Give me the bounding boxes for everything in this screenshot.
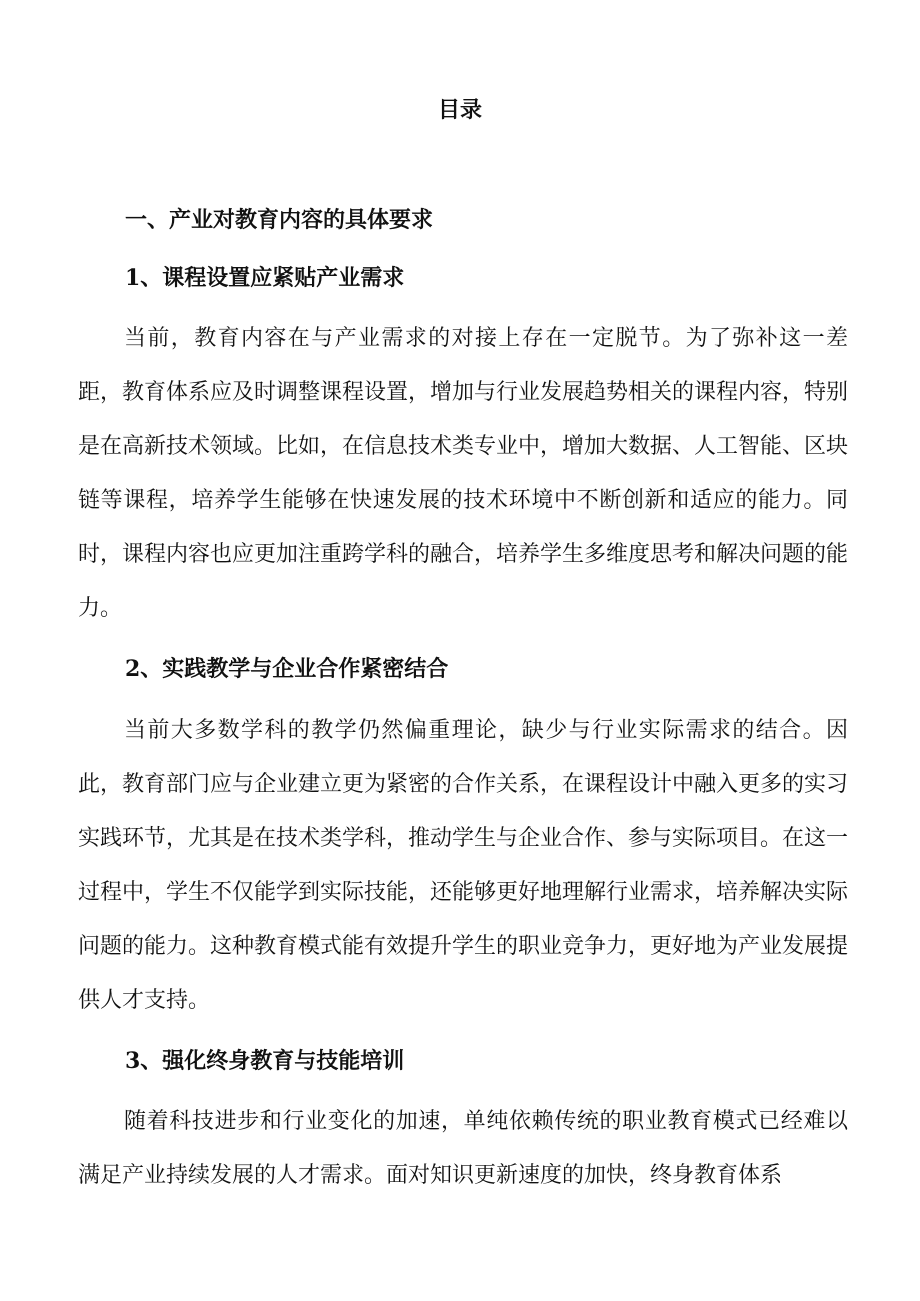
page-title: 目录 — [437, 97, 482, 123]
section-heading: 一、产业对教育内容的具体要求 — [125, 207, 434, 233]
paragraph-1: 当前，教育内容在与产业需求的对接上存在一定脱节。为了弥补这一差距，教育体系应及时调整课程设置，增加与行业发展趋势相关的课程内容，特别是在高新技术领域。比如，在信息技术类专业中，增加大数据、人工智能、区块链等课程，培养学生能够在快速发展的技术环境中不断创新和适应的能力。同时，课程内容也应更加注重跨学科的融合，培养学生多维度思考和解决问题的能力。 — [78, 326, 849, 621]
subsection-heading-2: 2、实践教学与企业合作紧密结合 — [125, 656, 449, 682]
paragraph-2: 当前大多数学科的教学仍然偏重理论，缺少与行业实际需求的结合。因此，教育部门应与企业建立更为紧密的合作关系，在课程设计中融入更多的实习实践环节，尤其是在技术类学科，推动学生与企业合作、参与实际项目。在这一过程中，学生不仅能学到实际技能，还能够更好地理解行业需求，培养解决实际问题的能力。这种教育模式能有效提升学生的职业竞争力，更好地为产业发展提供人才支持。 — [78, 718, 849, 1013]
paragraph-3: 随着科技进步和行业变化的加速，单纯依赖传统的职业教育模式已经难以满足产业持续发展的人才需求。面对知识更新速度的加快，终身教育体系 — [78, 1109, 848, 1188]
subsection-heading-3: 3、强化终身教育与技能培训 — [125, 1048, 405, 1074]
subsection-heading-1: 1、课程设置应紧贴产业需求 — [125, 265, 405, 291]
